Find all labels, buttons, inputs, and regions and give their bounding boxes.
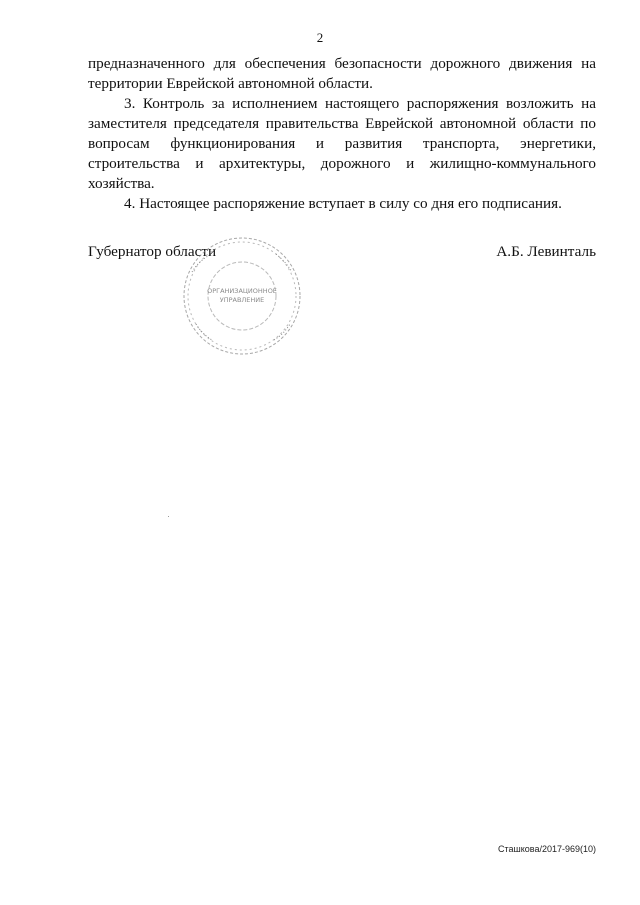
- signatory-title: Губернатор области: [88, 243, 217, 260]
- signature-block: [88, 243, 596, 265]
- scan-artifact: [168, 516, 169, 517]
- document-body: [88, 54, 596, 214]
- official-seal-stamp: [178, 232, 306, 360]
- seal-text-line-2: УПРАВЛЕНИЕ: [219, 296, 265, 304]
- paragraph-continuation: предназначенного для обеспечения безопасности дорожного движения на территории Еврейской автономной области.: [88, 55, 596, 92]
- page-number: 2: [316, 30, 324, 45]
- document-reference: Сташкова/2017-969(10): [497, 844, 596, 854]
- paragraph-3-control: 3. Контроль за исполнением настоящего распоряжения возложить на заместителя председателя правительства Еврейской автономной области по вопросам функционирования и развития транспорта, энергетики, строительства и архитектуры, дорожного и жилищно-коммунального хозяйства.: [88, 95, 596, 192]
- signatory-name: А.Б. Левинталь: [496, 243, 596, 260]
- paragraph-4-effective-date: 4. Настоящее распоряжение вступает в силу со дня его подписания.: [124, 195, 562, 212]
- seal-text-line-1: ОРГАНИЗАЦИОННОЕ: [207, 287, 277, 295]
